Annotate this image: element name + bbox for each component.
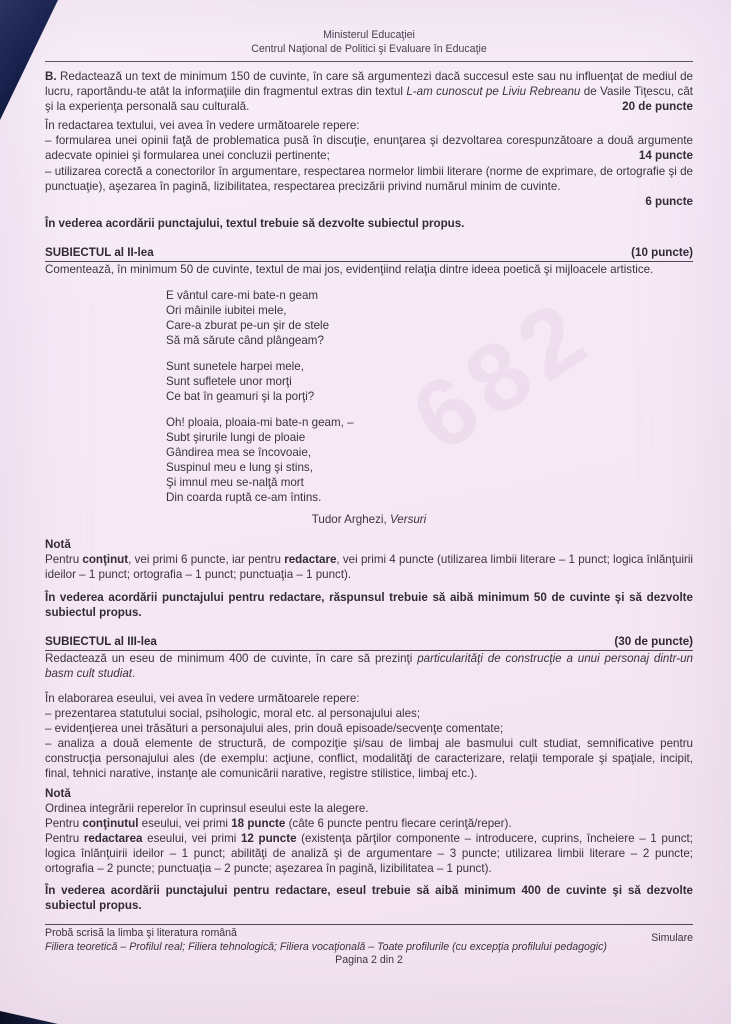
subject-3-note-line-1: Ordinea integrării reperelor în cuprinsul eseului este la alegere. [45, 801, 369, 815]
poem-line: Sunt sufletele unor morţi [166, 375, 292, 389]
poem-stanza-1 [166, 288, 693, 348]
poem-line: Care-a zburat pe-un şir de stele [166, 319, 330, 333]
subject-3-bullet-3: – analiza a două elemente de structură, de compoziţie şi/sau de limbaj ale basmului cult studiat, semnificative pentru construcţia personajului ales (de exemplu: acţiune, conflict, modalităţi de caracterizare, relaţii temporale şi spaţiale, incipit, final, tehnici narative, instanţe ale comunicării narative, registre stilistice, limbaj etc.). [45, 737, 693, 781]
document-header [45, 28, 693, 62]
subject-3-title: SUBIECTUL al III-lea [45, 634, 157, 648]
subject-3-requirement: În vederea acordării punctajului pentru redactare, eseul trebuie să aibă minimum 400 de cuvinte şi să dezvolte subiectul propus. [45, 884, 693, 913]
subject-2-requirement: În vederea acordării punctajului pentru redactare, răspunsul trebuie să aibă minimum 50 de cuvinte şi să dezvolte subiectul propus. [45, 590, 693, 619]
points-badge: 14 puncte [638, 149, 693, 163]
source-text-title: L-am cunoscut pe Liviu Rebreanu [406, 85, 581, 99]
poem-line: Ori mâinile iubitei mele, [166, 304, 287, 318]
points-badge: 20 de puncte [622, 100, 693, 114]
poem-volume: Versuri [389, 513, 427, 527]
poem-line: Subt şirurile lungi de ploaie [166, 431, 306, 445]
subject-3-note-line-3: Pentru redactarea eseului, vei primi 12 puncte (existenţa părţilor componente – introducere, cuprins, încheiere – 1 punct; logica înlănţuirii ideilor – 1 punct; abilităţi de analiză şi de argumentare – 3 puncte; utilizarea limbii literare – 2 puncte; ortografia – 2 puncte; punctuaţia – 2 puncte; aşezarea în pagină, lizibilitatea – 1 punct). [45, 831, 693, 875]
poem-line: Oh! ploaia, ploaia-mi bate-n geam, – [166, 416, 354, 430]
poem-author: Tudor Arghezi, [311, 513, 390, 527]
poem-stanza-2 [166, 359, 693, 404]
footer-exam-name: Probă scrisă la limba şi literatura română [45, 927, 237, 940]
points-badge: 6 puncte [645, 194, 693, 208]
poem-line: Şi imnul meu se-nalţă mort [166, 476, 304, 490]
ministry-name: Ministerul Educaţiei [323, 29, 415, 41]
poem-line: Ce bat în geamuri şi la porţi? [166, 390, 315, 404]
task-b-bullet-1: – formularea unei opinii faţă de problematica pusă în discuţie, enunţarea şi dezvoltarea corespunzătoare a două argumente adecvate opiniei şi formularea unei concluzii pertinente; 14 puncte [45, 134, 693, 163]
footer-tracks: Filiera teoretică – Profilul real; Filiera tehnologică; Filiera vocaţională – Toate profilurile (cu excepţia profilului pedagogic) [45, 940, 607, 953]
task-b-bullet-2: – utilizarea corectă a conectorilor în argumentare, respectarea normelor limbii literare (norme de exprimare, de ortografie şi de punctuaţie), aşezarea în pagină, lizibilitatea, respectarea precizării privind numărul minim de cuvinte. [45, 164, 693, 193]
footer-row [45, 927, 693, 945]
task-b-requirement: În vederea acordării punctajului, textul trebuie să dezvolte subiectul propus. [45, 216, 465, 230]
photo-background-edge [0, 1009, 62, 1024]
subject-3-bullet-2: – evidenţierea unei trăsături a personajului ales, prin două episoade/secvenţe comentate; [45, 722, 504, 736]
subject-2-points: (10 puncte) [631, 245, 693, 259]
poem-line: Gândirea mea se încovoaie, [166, 446, 312, 460]
task-b-label: B. [45, 70, 57, 83]
page-footer [45, 924, 693, 968]
subject-3-intro: În elaborarea eseului, vei avea în vedere următoarele repere: [45, 691, 360, 705]
poem [45, 288, 693, 505]
poem-attribution [45, 512, 693, 527]
footer-page-number: Pagina 2 din 2 [335, 954, 403, 967]
poem-line: Sunt sunetele harpei mele, [166, 360, 304, 374]
page-content [45, 28, 693, 968]
subject-3-bullet-1: – prezentarea statutului social, psihologic, moral etc. al personajului ales; [45, 707, 421, 721]
subject-2-title: SUBIECTUL al II-lea [45, 245, 154, 259]
footer-session: Simulare [651, 932, 693, 945]
watermark: 682 [394, 277, 612, 473]
subject-2-prompt: Comentează, în minimum 50 de cuvinte, textul de mai jos, evidenţiind relaţia dintre ideea poetică şi mijloacele artistice. [45, 263, 654, 277]
subject-2-heading [45, 245, 693, 262]
task-b-intro: În redactarea textului, vei avea în vedere următoarele repere: [45, 119, 360, 133]
subject-3-note-label: Notă [45, 786, 71, 800]
poem-line: E vântul care-mi bate-n geam [166, 289, 319, 303]
subject-3-points: (30 de puncte) [614, 634, 693, 648]
subject-3-prompt: Redactează un eseu de minimum 400 de cuvinte, în care să prezinţi particularităţi de construcţie a unui personaj dintr-un basm cult studiat. [45, 651, 693, 680]
subject-3-heading [45, 634, 693, 651]
task-b-paragraph: B. Redactează un text de minimum 150 de cuvinte, în care să argumentezi dacă succesul este sau nu influenţat de mediul de lucru, raportându-te atât la informaţiile din fragmentul extras din textul L-am cunoscut pe Liviu Rebreanu de Vasile Tiţescu, cât şi la experienţa personală sau culturală. 20 de puncte [45, 70, 693, 114]
poem-line: Suspinul meu e lung şi stins, [166, 461, 313, 475]
subject-2-note-label: Notă [45, 538, 71, 552]
poem-line: Din coarda ruptă ce-am întins. [166, 491, 322, 505]
subject-3-note-line-2: Pentru conţinutul eseului, vei primi 18 puncte (câte 6 puncte pentru fiecare cerinţă/reper). [45, 816, 512, 830]
poem-line: Să mă sărute când plângeam? [166, 334, 324, 348]
center-name: Centrul Naţional de Politici şi Evaluare în Educaţie [251, 43, 487, 55]
poem-stanza-3 [166, 415, 693, 505]
subject-2-note: Pentru conţinut, vei primi 6 puncte, iar pentru redactare, vei primi 4 puncte (utilizarea limbii literare – 1 punct; logica înlănţuirii ideilor – 1 punct; ortografia – 1 punct; punctuaţia – 1 punct). [45, 553, 693, 582]
